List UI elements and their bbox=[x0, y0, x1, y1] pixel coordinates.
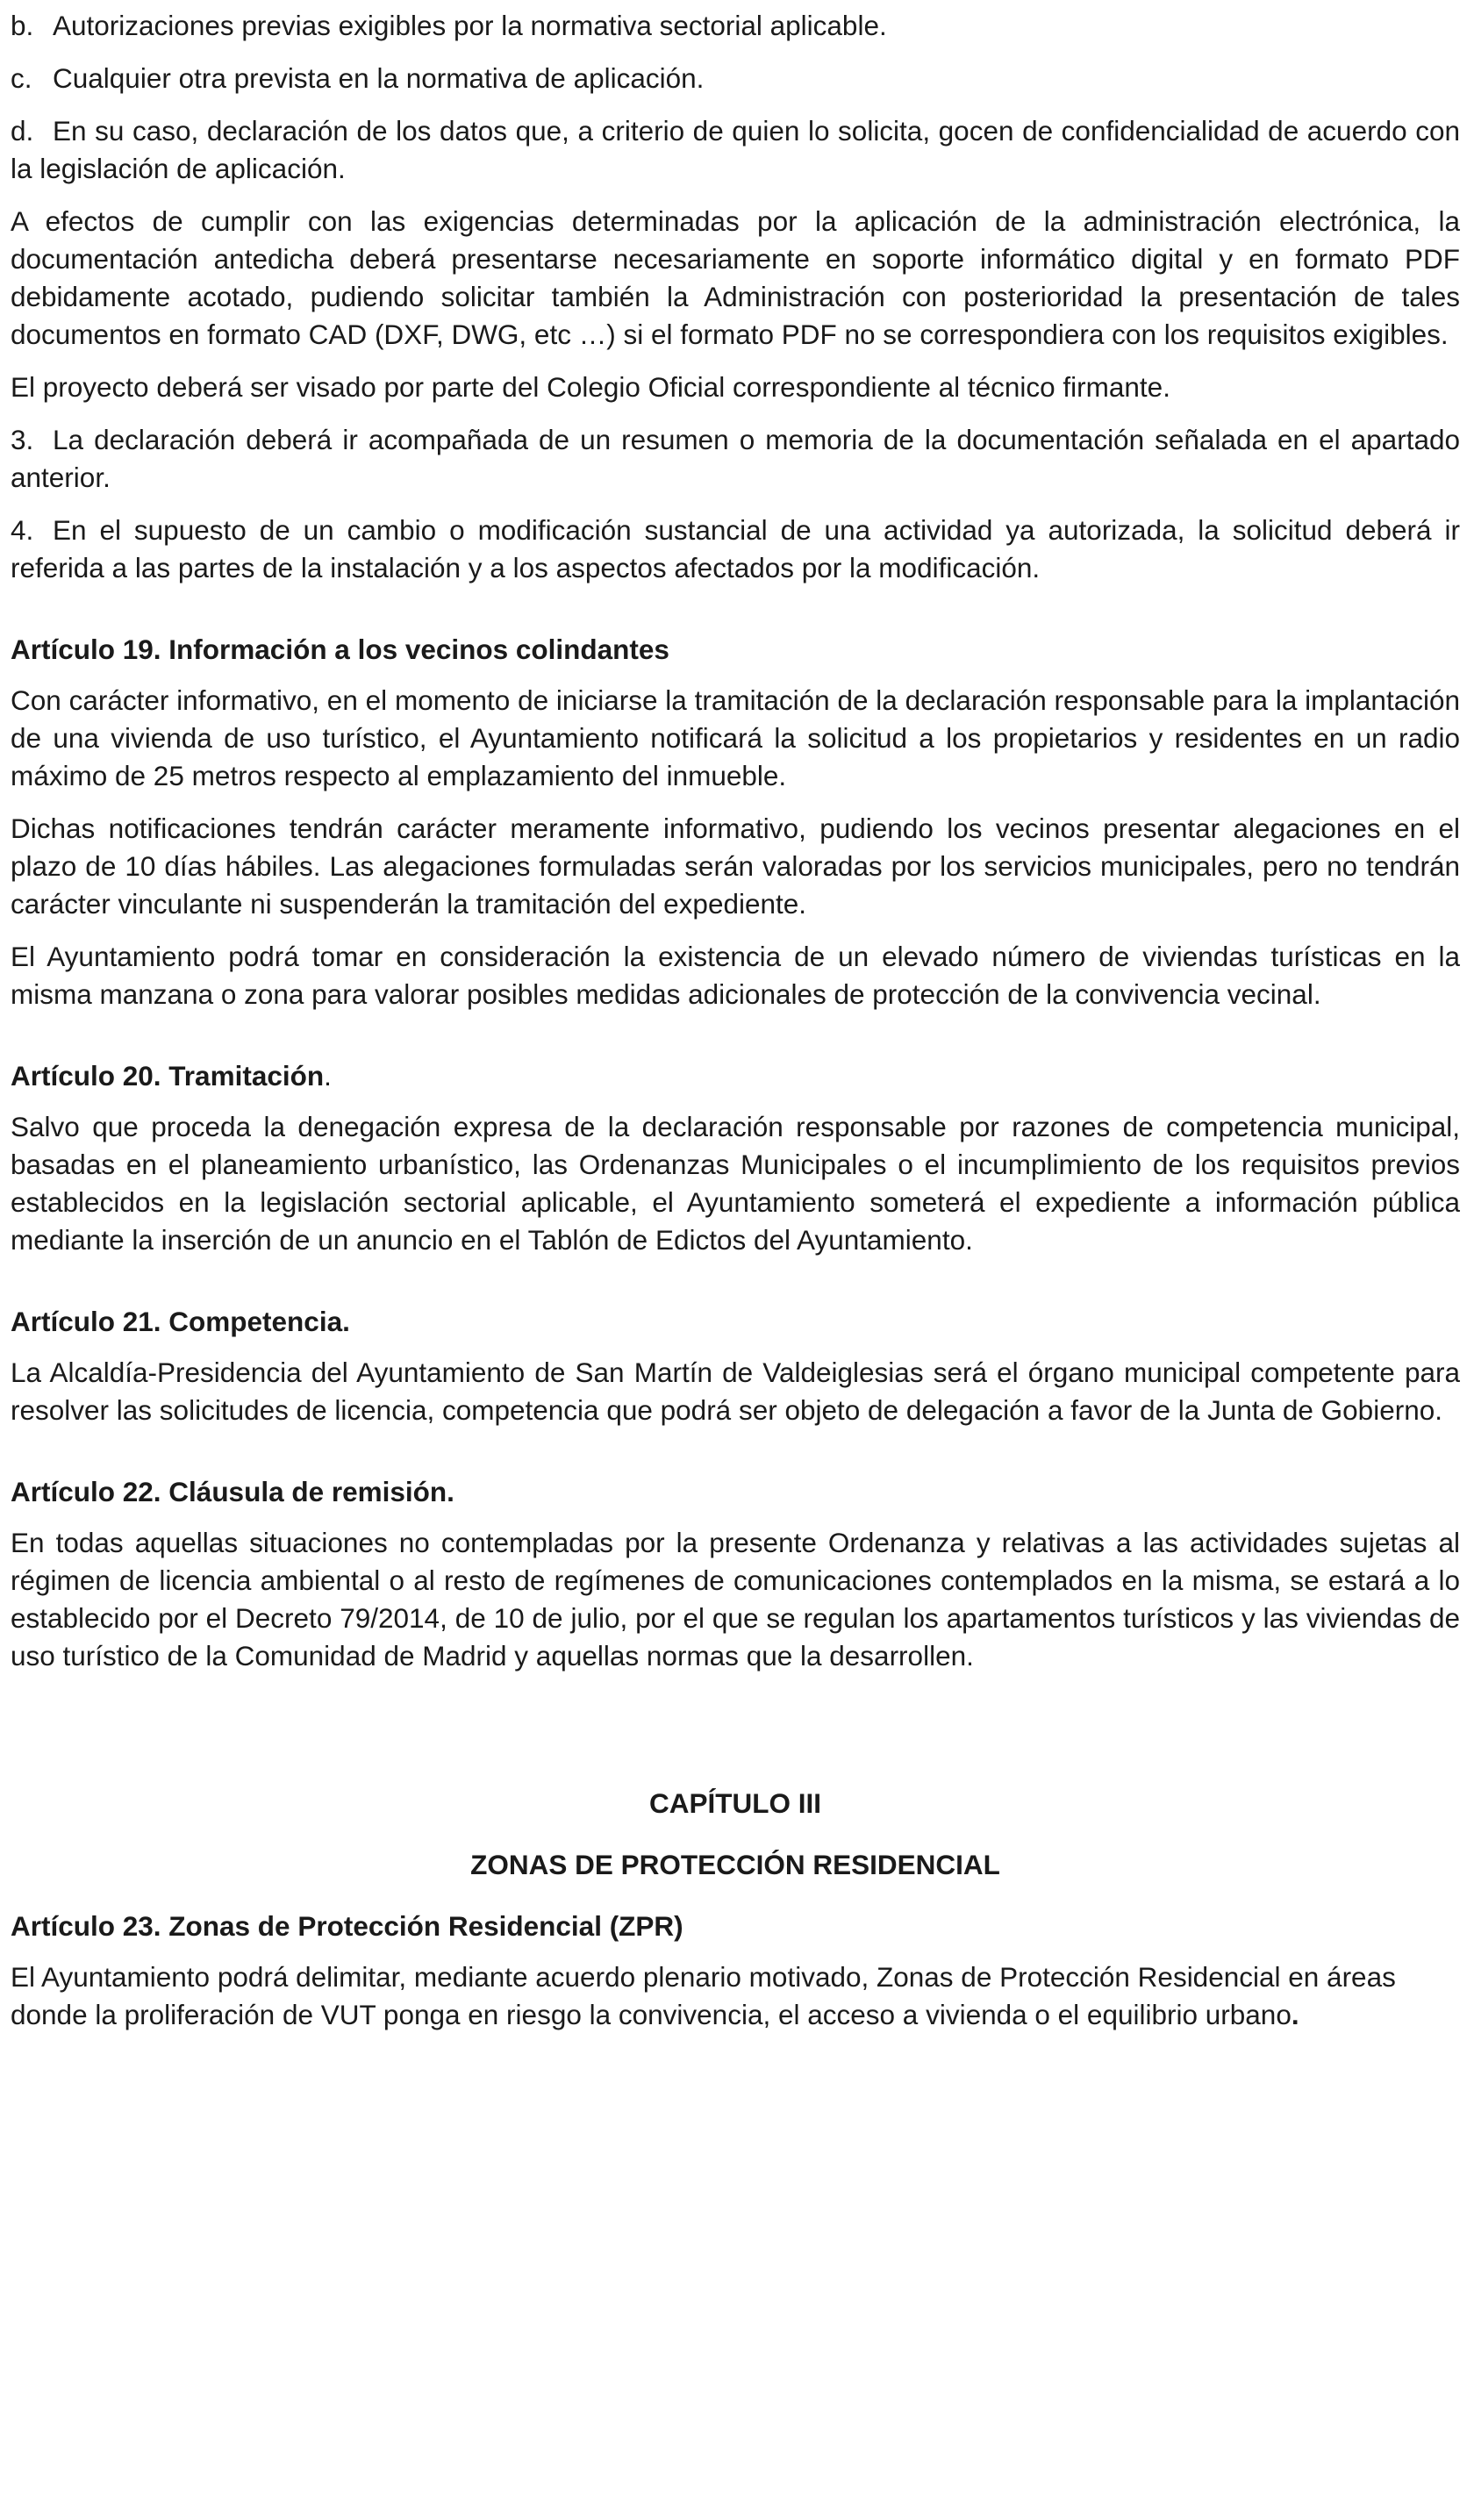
article-20-title: Artículo 20. Tramitación bbox=[11, 1060, 325, 1092]
article-20-title-suffix: . bbox=[324, 1060, 332, 1092]
article-23-heading: Artículo 23. Zonas de Protección Residencial (ZPR) bbox=[11, 1910, 683, 1942]
list-item-text: La declaración deberá ir acompañada de un resumen o memoria de la documentación señalada en el apartado anterior. bbox=[11, 424, 1460, 493]
spacer bbox=[11, 1028, 1460, 1057]
article-21-heading: Artículo 21. Competencia. bbox=[11, 1306, 350, 1337]
article-20-paragraph: Salvo que proceda la denegación expresa de la declaración responsable por razones de competencia municipal, basadas en el planeamiento urbanístico, las Ordenanzas Municipales o el incumplimiento de los requisitos previos establecidos en la legislación sectorial aplicable, el Ayuntamiento someterá el expediente a información pública mediante la inserción de un anuncio en el Tablón de Edictos del Ayuntamiento. bbox=[11, 1111, 1460, 1256]
paragraph-visado: El proyecto deberá ser visado por parte del Colegio Oficial correspondiente al técnico firmante. bbox=[11, 371, 1170, 403]
article-19-heading: Artículo 19. Información a los vecinos colindantes bbox=[11, 634, 669, 665]
list-marker: 3. bbox=[11, 424, 34, 455]
spacer bbox=[11, 1690, 1460, 1785]
article-19-paragraph: El Ayuntamiento podrá tomar en consideración la existencia de un elevado número de viviendas turísticas en la misma manzana o zona para valorar posibles medidas adicionales de protección de la convivencia vecinal. bbox=[11, 941, 1460, 1010]
list-item bbox=[11, 60, 1460, 97]
list-marker: d. bbox=[11, 115, 34, 147]
list-item-text: Cualquier otra prevista en la normativa de aplicación. bbox=[53, 62, 705, 94]
list-item bbox=[11, 7, 1460, 45]
list-item-text: En el supuesto de un cambio o modificación sustancial de una actividad ya autorizada, la solicitud deberá ir referida a las partes de la instalación y a los aspectos afectados por la modificación. bbox=[11, 514, 1460, 583]
list-marker: b. bbox=[11, 10, 34, 41]
list-item-text: Autorizaciones previas exigibles por la normativa sectorial aplicable. bbox=[53, 10, 887, 41]
document-page bbox=[11, 7, 1460, 2049]
list-marker: 4. bbox=[11, 514, 34, 546]
spacer bbox=[11, 602, 1460, 631]
article-21-paragraph: La Alcaldía-Presidencia del Ayuntamiento de San Martín de Valdeiglesias será el órgano municipal competente para resolver las solicitudes de licencia, competencia que podrá ser objeto de delegación a favor de la Junta de Gobierno. bbox=[11, 1357, 1460, 1426]
article-20-heading bbox=[11, 1057, 1460, 1095]
list-item bbox=[11, 421, 1460, 497]
list-marker: c. bbox=[11, 62, 32, 94]
paragraph-electronic-admin: A efectos de cumplir con las exigencias determinadas por la aplicación de la administración electrónica, la documentación antedicha deberá presentarse necesariamente en soporte informático digital y en formato PDF debidamente acotado, pudiendo solicitar también la Administración con posterioridad la presentación de tales documentos en formato CAD (DXF, DWG, etc …) si el formato PDF no se correspondiera con los requisitos exigibles. bbox=[11, 205, 1460, 350]
chapter-title: ZONAS DE PROTECCIÓN RESIDENCIAL bbox=[470, 1849, 1000, 1880]
article-19-paragraph: Dichas notificaciones tendrán carácter meramente informativo, pudiendo los vecinos presentar alegaciones en el plazo de 10 días hábiles. Las alegaciones formuladas serán valoradas por los servicios municipales, pero no tendrán carácter vinculante ni suspenderán la tramitación del expediente. bbox=[11, 813, 1460, 920]
article-22-heading: Artículo 22. Cláusula de remisión. bbox=[11, 1476, 454, 1507]
list-item bbox=[11, 112, 1460, 188]
article-23-paragraph bbox=[11, 1958, 1460, 2034]
article-19-paragraph: Con carácter informativo, en el momento de iniciarse la tramitación de la declaración responsable para la implantación de una vivienda de uso turístico, el Ayuntamiento notificará la solicitud a los propietarios y residentes en un radio máximo de 25 metros respecto al emplazamiento del inmueble. bbox=[11, 684, 1460, 791]
spacer bbox=[11, 1444, 1460, 1473]
list-item bbox=[11, 512, 1460, 587]
chapter-number: CAPÍTULO III bbox=[649, 1787, 821, 1819]
article-23-paragraph-text: El Ayuntamiento podrá delimitar, mediante acuerdo plenario motivado, Zonas de Protección Residencial en áreas donde la proliferación de VUT ponga en riesgo la convivencia, el acceso a vivienda o el equilibrio urbano bbox=[11, 1961, 1396, 2030]
article-23-paragraph-end: . bbox=[1291, 1999, 1299, 2030]
article-22-paragraph: En todas aquellas situaciones no contempladas por la presente Ordenanza y relativas a las actividades sujetas al régimen de licencia ambiental o al resto de regímenes de comunicaciones contemplados en la misma, se estará a lo establecido por el Decreto 79/2014, de 10 de julio, por el que se regulan los apartamentos turísticos y las viviendas de uso turístico de la Comunidad de Madrid y aquellas normas que la desarrollen. bbox=[11, 1527, 1460, 1672]
spacer bbox=[11, 1274, 1460, 1303]
list-item-text: En su caso, declaración de los datos que, a criterio de quien lo solicita, gocen de confidencialidad de acuerdo con la legislación de aplicación. bbox=[11, 115, 1460, 184]
